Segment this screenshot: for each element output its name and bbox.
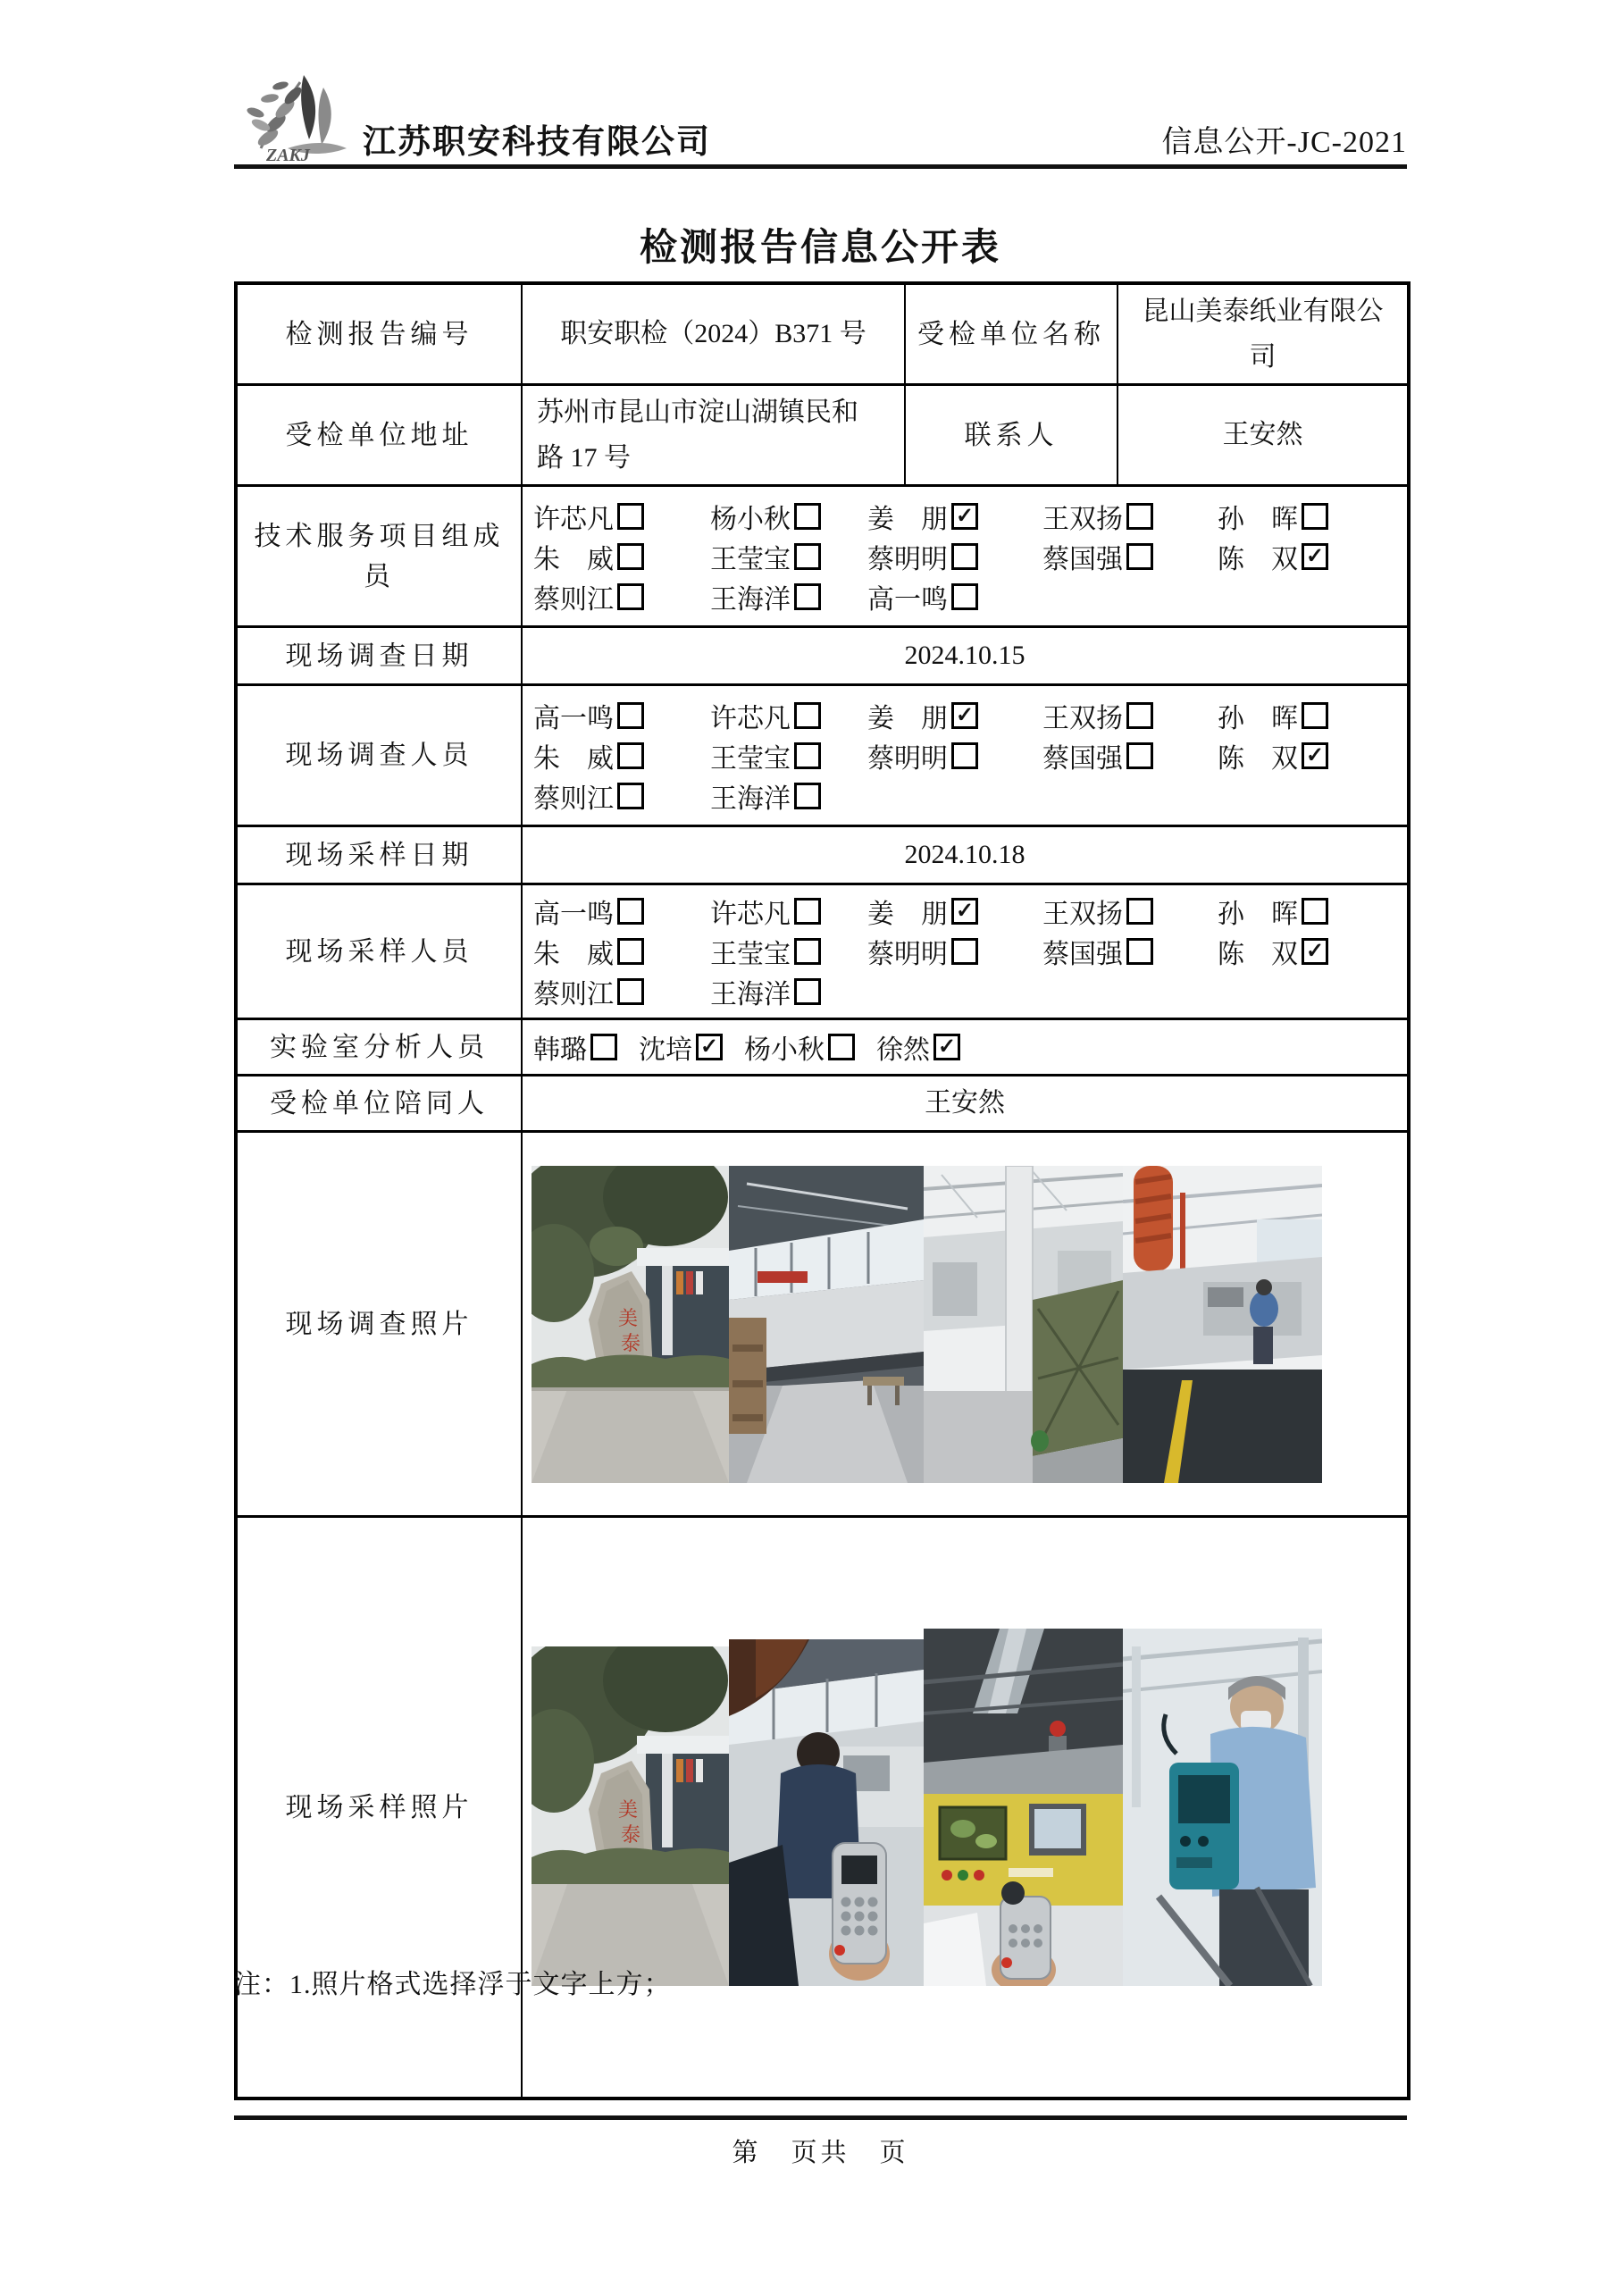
- survey-staff-label: 现场调查人员: [236, 685, 522, 826]
- survey-photos-label: 现场调查照片: [236, 1132, 522, 1517]
- member-line: [533, 695, 1407, 735]
- stone-character: 美: [618, 1306, 639, 1329]
- checkbox-unchecked-icon[interactable]: [794, 583, 821, 610]
- checkbox-unchecked-icon[interactable]: [794, 978, 821, 1005]
- checkbox-unchecked-icon[interactable]: [951, 742, 978, 769]
- member-item: [1042, 932, 1218, 971]
- checkbox-unchecked-icon[interactable]: [794, 742, 821, 769]
- checkbox-unchecked-icon[interactable]: [617, 938, 644, 965]
- company-logo-icon: [234, 63, 361, 164]
- member-line: [533, 576, 1407, 616]
- member-item: [710, 932, 867, 971]
- member-name: 陈 双: [1218, 940, 1298, 969]
- accompany-value: 王安然: [522, 1076, 1409, 1132]
- report-no-label: 检测报告编号: [236, 283, 522, 385]
- unit-name-value: 昆山美泰纸业有限公司: [1118, 283, 1409, 385]
- workshop-corridor-photo: [729, 1166, 924, 1483]
- sampling-photos-strip: [532, 1629, 1407, 1986]
- member-name: 朱 威: [533, 743, 614, 774]
- table-row: [236, 385, 1409, 486]
- checkbox-unchecked-icon[interactable]: [794, 783, 821, 809]
- member-item: [710, 696, 867, 735]
- member-item: [1218, 736, 1407, 775]
- checkbox-unchecked-icon[interactable]: [794, 938, 821, 965]
- stone-character: 泰: [621, 1823, 641, 1846]
- checkbox-unchecked-icon[interactable]: [1126, 503, 1153, 530]
- disclosure-table: [234, 281, 1407, 2100]
- control-panel-measurement-photo: [924, 1629, 1123, 1986]
- team-members-cell: [522, 486, 1409, 627]
- checkbox-checked-icon[interactable]: ✓: [1302, 938, 1328, 965]
- member-name: 蔡国强: [1042, 940, 1123, 969]
- member-name: 孙 晖: [1218, 900, 1298, 929]
- page-number-label: 第 页共 页: [732, 2139, 909, 2167]
- member-name: 朱 威: [533, 940, 614, 969]
- logo-text: ZAKJ: [266, 146, 310, 164]
- contact-label: 联系人: [905, 385, 1118, 486]
- member-name: 蔡则江: [533, 584, 614, 615]
- page-footer: [234, 2115, 1407, 2169]
- checkbox-unchecked-icon[interactable]: [617, 503, 644, 530]
- unit-name-label: 受检单位名称: [905, 283, 1118, 385]
- teal-instrument-operator-photo: [1123, 1629, 1322, 1986]
- stone-character: 美: [618, 1798, 639, 1821]
- member-item: [1218, 892, 1407, 931]
- member-item: [1218, 696, 1407, 735]
- member-line: [533, 972, 1407, 1012]
- member-item: [867, 577, 1042, 616]
- checkbox-unchecked-icon[interactable]: [617, 742, 644, 769]
- survey-photos-strip: [532, 1166, 1407, 1483]
- checkbox-unchecked-icon[interactable]: [828, 1034, 855, 1060]
- member-name: 陈 双: [1218, 743, 1298, 774]
- checkbox-checked-icon[interactable]: ✓: [933, 1034, 960, 1060]
- member-line: [533, 1026, 1407, 1068]
- table-row: [236, 1076, 1409, 1132]
- member-name: 蔡则江: [533, 980, 614, 1009]
- member-item: [533, 696, 710, 735]
- team-members-checklist: [523, 490, 1407, 622]
- table-row: [236, 1517, 1409, 2099]
- member-name: 韩璐: [533, 1035, 587, 1065]
- lab-staff-checklist: [523, 1021, 1407, 1073]
- member-name: 蔡国强: [1042, 544, 1123, 574]
- member-item: [533, 537, 710, 576]
- member-name: 沈培: [639, 1035, 692, 1065]
- member-item: [867, 932, 1042, 971]
- member-name: 王莹宝: [710, 743, 791, 774]
- member-item: [710, 497, 867, 536]
- sampling-date-label: 现场采样日期: [236, 826, 522, 884]
- checkbox-checked-icon[interactable]: ✓: [951, 503, 978, 530]
- checkbox-unchecked-icon[interactable]: [617, 978, 644, 1005]
- member-name: 许芯凡: [710, 900, 791, 929]
- document-code: 信息公开-JC-2021: [1161, 126, 1407, 159]
- member-item: [1042, 537, 1218, 576]
- table-row: [236, 627, 1409, 685]
- page-header: [234, 55, 1407, 169]
- member-name: 朱 威: [533, 544, 614, 574]
- member-line: [533, 735, 1407, 775]
- sampling-date-value: 2024.10.18: [522, 826, 1409, 884]
- member-name: 王海洋: [710, 980, 791, 1009]
- member-name: 孙 晖: [1218, 703, 1298, 733]
- checkbox-unchecked-icon[interactable]: [1126, 898, 1153, 925]
- checkbox-unchecked-icon[interactable]: [617, 702, 644, 729]
- stone-character: 泰: [621, 1331, 641, 1354]
- table-row: [236, 884, 1409, 1019]
- table-row: [236, 826, 1409, 884]
- address-label: 受检单位地址: [236, 385, 522, 486]
- survey-photos-cell: [522, 1132, 1409, 1517]
- member-item: [639, 1027, 723, 1067]
- workshop-pillar-machine-photo: [924, 1166, 1123, 1483]
- checkbox-unchecked-icon[interactable]: [1302, 898, 1328, 925]
- member-item: [1218, 497, 1407, 536]
- checkbox-unchecked-icon[interactable]: [1302, 702, 1328, 729]
- checkbox-unchecked-icon[interactable]: [1126, 702, 1153, 729]
- checkbox-unchecked-icon[interactable]: [590, 1034, 617, 1060]
- checkbox-unchecked-icon[interactable]: [1126, 543, 1153, 570]
- survey-staff-checklist: [523, 690, 1407, 821]
- member-item: [710, 972, 867, 1011]
- member-name: 姜 朋: [867, 504, 948, 534]
- checkbox-unchecked-icon[interactable]: [794, 702, 821, 729]
- member-item: [533, 736, 710, 775]
- lab-staff-cell: [522, 1019, 1409, 1076]
- checkbox-unchecked-icon[interactable]: [794, 543, 821, 570]
- member-name: 高一鸣: [533, 900, 614, 929]
- company-name: 江苏职安科技有限公司: [363, 124, 711, 161]
- checkbox-unchecked-icon[interactable]: [617, 898, 644, 925]
- member-name: 陈 双: [1218, 544, 1298, 574]
- checkbox-unchecked-icon[interactable]: [951, 543, 978, 570]
- member-name: 高一鸣: [533, 703, 614, 733]
- footnote: 注：1.照片格式选择浮于文字上方；: [234, 1970, 672, 1999]
- report-no-value: 职安职检（2024）B371 号: [522, 283, 905, 385]
- member-item: [533, 892, 710, 931]
- member-item: [867, 696, 1042, 735]
- member-item: [710, 892, 867, 931]
- member-name: 姜 朋: [867, 900, 948, 929]
- member-line: [533, 775, 1407, 816]
- member-item: [710, 776, 867, 816]
- sampling-staff-label: 现场采样人员: [236, 884, 522, 1019]
- checkbox-unchecked-icon[interactable]: [1126, 742, 1153, 769]
- factory-entrance-photo: [532, 1166, 729, 1483]
- member-item: [1218, 537, 1407, 576]
- checkbox-checked-icon[interactable]: ✓: [951, 898, 978, 925]
- table-row: [236, 1019, 1409, 1076]
- checkbox-unchecked-icon[interactable]: [617, 783, 644, 809]
- member-item: [1042, 736, 1218, 775]
- member-line: [533, 536, 1407, 576]
- member-item: [533, 497, 710, 536]
- member-item: [533, 932, 710, 971]
- member-name: 蔡明明: [867, 743, 948, 774]
- member-name: 王双扬: [1042, 703, 1123, 733]
- sampling-staff-checklist: [523, 886, 1407, 1018]
- checkbox-checked-icon[interactable]: ✓: [1302, 742, 1328, 769]
- member-item: [533, 776, 710, 816]
- member-item: [867, 497, 1042, 536]
- member-name: 杨小秋: [710, 504, 791, 534]
- member-name: 王海洋: [710, 783, 791, 814]
- member-name: 姜 朋: [867, 703, 948, 733]
- accompany-label: 受检单位陪同人: [236, 1076, 522, 1132]
- page-title: 检测报告信息公开表: [639, 228, 1001, 269]
- member-item: [867, 892, 1042, 931]
- member-name: 许芯凡: [710, 703, 791, 733]
- member-name: 徐然: [876, 1035, 930, 1065]
- member-name: 蔡则江: [533, 783, 614, 814]
- member-line: [533, 892, 1407, 932]
- table-row: [236, 486, 1409, 627]
- survey-date-value: 2024.10.15: [522, 627, 1409, 685]
- member-name: 杨小秋: [744, 1035, 825, 1065]
- member-item: [533, 1027, 617, 1067]
- table-row: [236, 283, 1409, 385]
- member-line: [533, 496, 1407, 536]
- contact-value: 王安然: [1118, 385, 1409, 486]
- wheat-leaves: [246, 75, 347, 154]
- member-item: [867, 537, 1042, 576]
- checkbox-checked-icon[interactable]: ✓: [696, 1034, 723, 1060]
- member-name: 王莹宝: [710, 940, 791, 969]
- table-row: [236, 685, 1409, 826]
- member-name: 王海洋: [710, 584, 791, 615]
- checkbox-unchecked-icon[interactable]: [951, 583, 978, 610]
- checkbox-unchecked-icon[interactable]: [1126, 938, 1153, 965]
- checkbox-unchecked-icon[interactable]: [617, 543, 644, 570]
- member-line: [533, 932, 1407, 972]
- checkbox-unchecked-icon[interactable]: [617, 583, 644, 610]
- member-item: [1218, 932, 1407, 971]
- table-row: [236, 1132, 1409, 1517]
- checkbox-unchecked-icon[interactable]: [1302, 503, 1328, 530]
- workshop-orange-duct-worker-photo: [1123, 1166, 1322, 1483]
- member-item: [744, 1027, 855, 1067]
- member-name: 蔡明明: [867, 544, 948, 574]
- checkbox-checked-icon[interactable]: ✓: [1302, 543, 1328, 570]
- member-name: 高一鸣: [867, 584, 948, 615]
- team-label: 技术服务项目组成员: [236, 486, 522, 627]
- address-value: 苏州市昆山市淀山湖镇民和路 17 号: [522, 385, 905, 486]
- member-name: 王双扬: [1042, 504, 1123, 534]
- member-item: [876, 1027, 960, 1067]
- sampling-photos-label: 现场采样照片: [236, 1517, 522, 2099]
- member-name: 许芯凡: [533, 504, 614, 534]
- checkbox-checked-icon[interactable]: ✓: [951, 702, 978, 729]
- checkbox-unchecked-icon[interactable]: [951, 938, 978, 965]
- member-name: 孙 晖: [1218, 504, 1298, 534]
- member-item: [710, 736, 867, 775]
- member-item: [533, 577, 710, 616]
- member-name: 王莹宝: [710, 544, 791, 574]
- member-name: 蔡明明: [867, 940, 948, 969]
- sampling-staff-cell: [522, 884, 1409, 1019]
- member-item: [1042, 497, 1218, 536]
- member-name: 蔡国强: [1042, 743, 1123, 774]
- member-item: [867, 736, 1042, 775]
- member-item: [710, 577, 867, 616]
- survey-staff-cell: [522, 685, 1409, 826]
- factory-entrance-photo: [532, 1646, 729, 1986]
- survey-date-label: 现场调查日期: [236, 627, 522, 685]
- checkbox-unchecked-icon[interactable]: [794, 503, 821, 530]
- checkbox-unchecked-icon[interactable]: [794, 898, 821, 925]
- noise-meter-measurement-photo: [729, 1639, 924, 1986]
- member-item: [533, 972, 710, 1011]
- member-item: [710, 537, 867, 576]
- member-name: 王双扬: [1042, 900, 1123, 929]
- lab-staff-label: 实验室分析人员: [236, 1019, 522, 1076]
- sampling-photos-cell: [522, 1517, 1409, 2099]
- member-item: [1042, 892, 1218, 931]
- member-item: [1042, 696, 1218, 735]
